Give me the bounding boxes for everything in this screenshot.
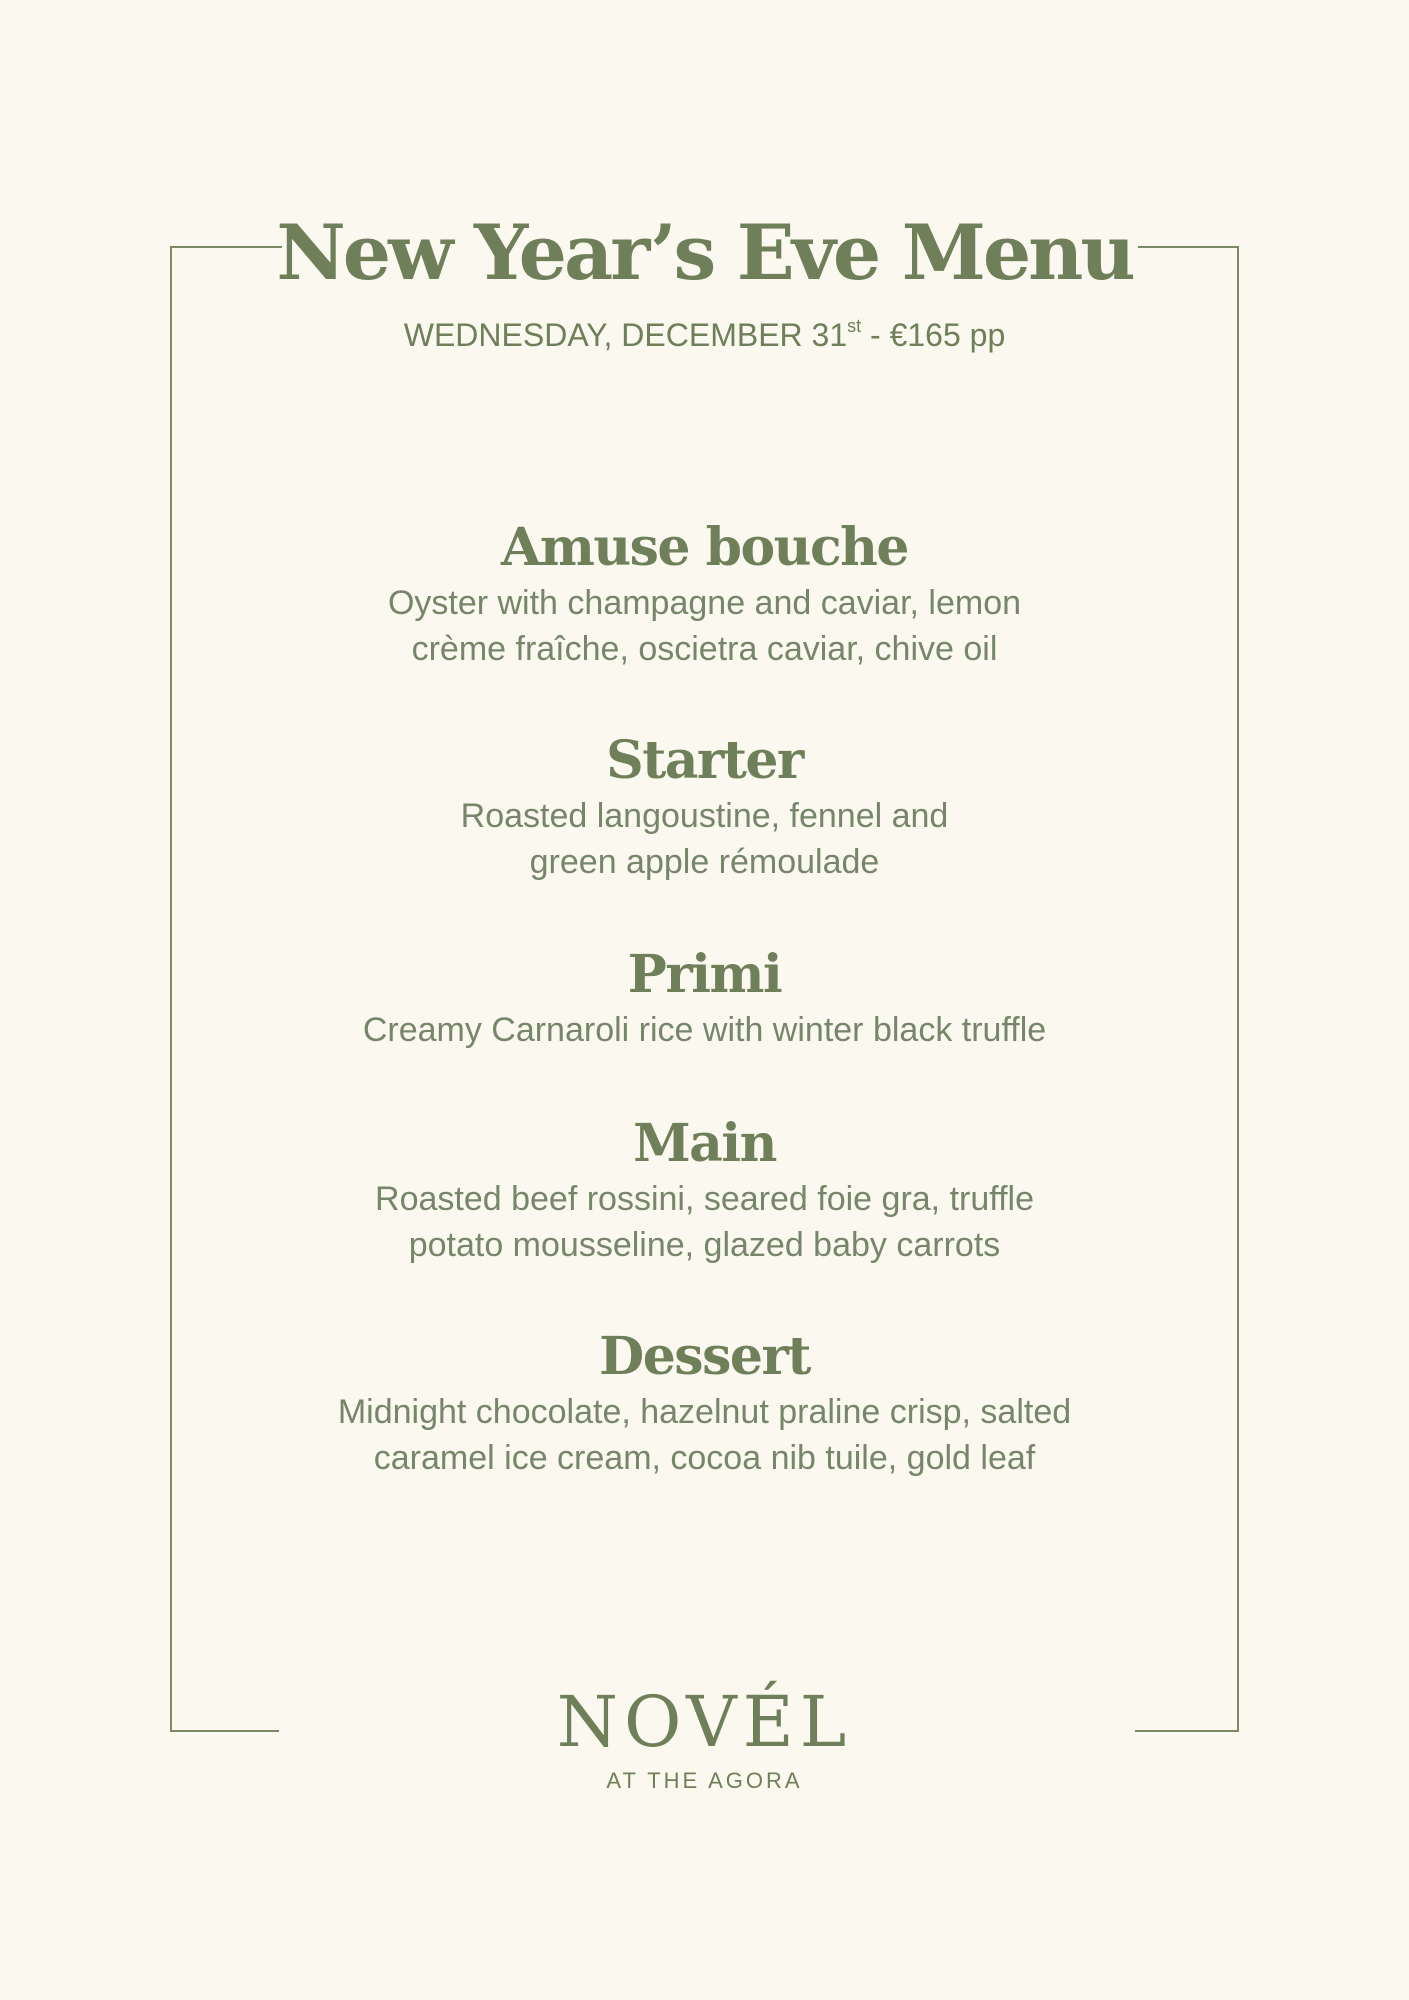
course-dessert xyxy=(0,1325,1409,1481)
course-main xyxy=(0,1112,1409,1268)
description-line: potato mousseline, glazed baby carrots xyxy=(408,1226,1001,1264)
course-description xyxy=(0,1176,1409,1268)
description-line: Midnight chocolate, hazelnut praline crisp, salted xyxy=(337,1393,1072,1431)
course-name: Primi xyxy=(627,944,782,1005)
course-amuse-bouche xyxy=(0,516,1409,672)
course-name: Starter xyxy=(606,730,803,791)
course-name: Main xyxy=(633,1113,776,1174)
course-primi xyxy=(0,943,1409,1053)
course-description xyxy=(0,1007,1409,1053)
description-line: Creamy Carnaroli rice with winter black truffle xyxy=(362,1011,1047,1049)
description-line: green apple rémoulade xyxy=(529,843,880,881)
subtitle-ordinal: st xyxy=(847,316,862,336)
course-description xyxy=(0,793,1409,885)
course-description xyxy=(0,580,1409,672)
subtitle-date: WEDNESDAY, DECEMBER 31 xyxy=(403,317,848,353)
menu-subtitle xyxy=(0,302,1409,359)
description-line: Oyster with champagne and caviar, lemon xyxy=(387,584,1022,622)
description-line: Roasted beef rossini, seared foie gra, truffle xyxy=(375,1180,1034,1218)
course-name: Amuse bouche xyxy=(500,517,909,578)
restaurant-logo xyxy=(0,1682,1409,1796)
logo-wordmark: NOVÉL xyxy=(556,1681,853,1763)
menu-title: New Year’s Eve Menu xyxy=(276,208,1133,297)
description-line: Roasted langoustine, fennel and xyxy=(460,797,949,835)
course-starter xyxy=(0,729,1409,885)
description-line: crème fraîche, oscietra caviar, chive oil xyxy=(411,630,998,668)
course-description xyxy=(0,1389,1409,1481)
subtitle-price: - €165 pp xyxy=(861,317,1006,353)
description-line: caramel ice cream, cocoa nib tuile, gold leaf xyxy=(373,1439,1036,1477)
course-name: Dessert xyxy=(599,1326,810,1387)
logo-tagline: AT THE AGORA xyxy=(606,1768,803,1793)
